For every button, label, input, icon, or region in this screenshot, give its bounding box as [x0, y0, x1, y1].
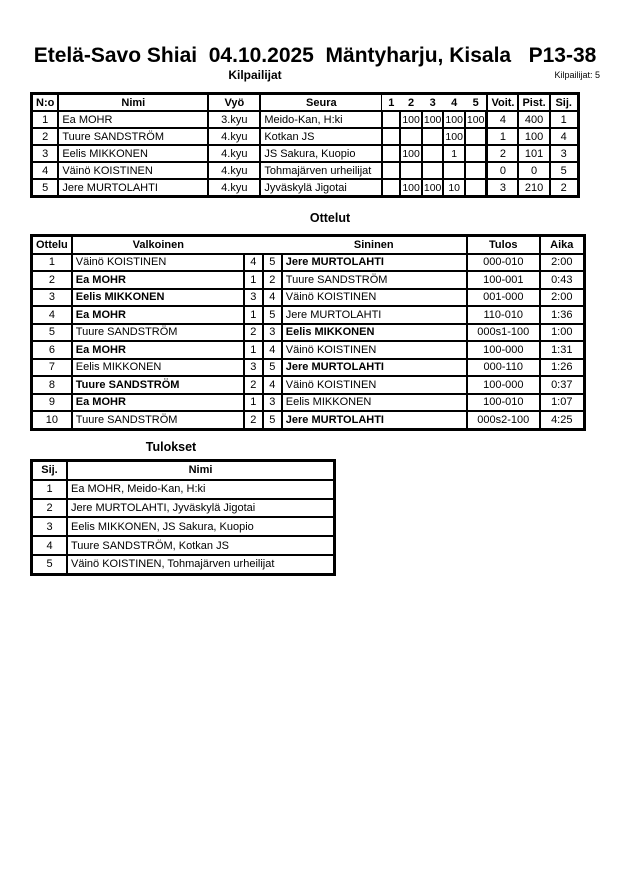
sininen-name: Väinö KOISTINEN [282, 376, 467, 394]
sininen-number: 3 [263, 394, 282, 412]
cell-nimi: Jere MURTOLAHTI, Jyväskylä Jigotai [67, 499, 334, 518]
sininen-number: 4 [263, 341, 282, 359]
sininen-name: Jere MURTOLAHTI [282, 411, 467, 429]
cell-pist: 400 [518, 111, 549, 128]
matrix-cell [382, 162, 400, 179]
cell-no: 3 [32, 145, 58, 162]
cell-tulos: 000-010 [467, 254, 540, 272]
cell-no: 5 [32, 179, 58, 196]
col-header-2: 2 [400, 94, 422, 111]
cell-aika: 1:26 [540, 359, 584, 377]
competitor-row [32, 128, 578, 145]
cell-sij: 3 [32, 517, 67, 536]
match-row [32, 289, 584, 307]
matrix-cell [382, 111, 400, 128]
col-header-pist: Pist. [518, 94, 549, 111]
valkoinen-name: Eelis MIKKONEN [72, 359, 244, 377]
valkoinen-name: Tuure SANDSTRÖM [72, 376, 244, 394]
valkoinen-name: Ea MOHR [72, 341, 244, 359]
col-header-sininen: Sininen [282, 236, 467, 254]
cell-match-no: 10 [32, 411, 72, 429]
matrix-cell [382, 128, 400, 145]
cell-match-no: 9 [32, 394, 72, 412]
cell-nimi: Tuure SANDSTRÖM, Kotkan JS [67, 536, 334, 555]
cell-sij: 4 [32, 536, 67, 555]
matrix-cell: 100 [465, 111, 487, 128]
sininen-name: Väinö KOISTINEN [282, 289, 467, 307]
cell-vyo: 4.kyu [208, 179, 260, 196]
match-row [32, 254, 584, 272]
valkoinen-number: 2 [244, 376, 263, 394]
matrix-cell: 100 [443, 111, 465, 128]
valkoinen-number: 3 [244, 289, 263, 307]
sininen-name: Väinö KOISTINEN [282, 341, 467, 359]
matrix-cell [443, 162, 465, 179]
cell-nimi: Eelis MIKKONEN [58, 145, 208, 162]
col-header-aika: Aika [540, 236, 584, 254]
col-header-nimi: Nimi [58, 94, 208, 111]
cell-match-no: 3 [32, 289, 72, 307]
cell-pist: 210 [518, 179, 549, 196]
result-row [32, 480, 334, 499]
cell-sij: 3 [550, 145, 578, 162]
col-header-seura: Seura [260, 94, 382, 111]
competitor-row [32, 162, 578, 179]
sininen-name: Eelis MIKKONEN [282, 324, 467, 342]
col-header-empty [244, 236, 263, 254]
cell-seura: Jyväskylä Jigotai [260, 179, 382, 196]
match-row [32, 271, 584, 289]
cell-no: 2 [32, 128, 58, 145]
col-header-sij: Sij. [550, 94, 578, 111]
kilpailijat-header-row [32, 94, 578, 111]
cell-tulos: 000-110 [467, 359, 540, 377]
cell-match-no: 8 [32, 376, 72, 394]
cell-aika: 1:31 [540, 341, 584, 359]
cell-aika: 1:00 [540, 324, 584, 342]
col-header-voit: Voit. [486, 94, 518, 111]
matrix-cell [400, 162, 422, 179]
valkoinen-name: Ea MOHR [72, 394, 244, 412]
cell-vyo: 4.kyu [208, 162, 260, 179]
col-header-ottelu: Ottelu [32, 236, 72, 254]
cell-match-no: 4 [32, 306, 72, 324]
col-header-no: N:o [32, 94, 58, 111]
cell-sij: 5 [32, 555, 67, 574]
valkoinen-name: Eelis MIKKONEN [72, 289, 244, 307]
cell-seura: JS Sakura, Kuopio [260, 145, 382, 162]
cell-voit: 2 [486, 145, 518, 162]
cell-match-no: 2 [32, 271, 72, 289]
matrix-cell: 100 [443, 128, 465, 145]
match-row [32, 306, 584, 324]
matrix-cell [422, 145, 444, 162]
matrix-cell [382, 179, 400, 196]
cell-no: 1 [32, 111, 58, 128]
col-header-nimi: Nimi [67, 461, 334, 480]
tulokset-table [30, 459, 336, 576]
cell-aika: 2:00 [540, 254, 584, 272]
matrix-cell [465, 162, 487, 179]
cell-nimi: Väinö KOISTINEN [58, 162, 208, 179]
matrix-cell [465, 179, 487, 196]
cell-sij: 5 [550, 162, 578, 179]
cell-match-no: 5 [32, 324, 72, 342]
sininen-name: Jere MURTOLAHTI [282, 254, 467, 272]
match-row [32, 359, 584, 377]
cell-nimi: Jere MURTOLAHTI [58, 179, 208, 196]
cell-tulos: 000s1-100 [467, 324, 540, 342]
matrix-cell: 100 [422, 111, 444, 128]
cell-nimi: Tuure SANDSTRÖM [58, 128, 208, 145]
sininen-name: Jere MURTOLAHTI [282, 359, 467, 377]
sininen-name: Jere MURTOLAHTI [282, 306, 467, 324]
valkoinen-number: 1 [244, 271, 263, 289]
match-row [32, 341, 584, 359]
col-header-3: 3 [422, 94, 444, 111]
sininen-number: 5 [263, 411, 282, 429]
col-header-vyo: Vyö [208, 94, 260, 111]
sininen-name: Eelis MIKKONEN [282, 394, 467, 412]
valkoinen-name: Väinö KOISTINEN [72, 254, 244, 272]
sininen-number: 4 [263, 376, 282, 394]
matrix-cell [422, 162, 444, 179]
col-header-5: 5 [465, 94, 487, 111]
ottelut-heading: Ottelut [309, 211, 351, 225]
valkoinen-number: 1 [244, 306, 263, 324]
sininen-number: 5 [263, 359, 282, 377]
cell-seura: Tohmajärven urheilijat [260, 162, 382, 179]
competitor-row [32, 145, 578, 162]
cell-nimi: Ea MOHR [58, 111, 208, 128]
match-row [32, 394, 584, 412]
valkoinen-name: Ea MOHR [72, 306, 244, 324]
competitor-row [32, 179, 578, 196]
sininen-number: 4 [263, 289, 282, 307]
cell-pist: 0 [518, 162, 549, 179]
cell-aika: 4:25 [540, 411, 584, 429]
cell-sij: 1 [550, 111, 578, 128]
result-row [32, 517, 334, 536]
valkoinen-name: Tuure SANDSTRÖM [72, 324, 244, 342]
cell-sij: 4 [550, 128, 578, 145]
matrix-cell [400, 128, 422, 145]
matrix-cell: 1 [443, 145, 465, 162]
cell-seura: Meido-Kan, H:ki [260, 111, 382, 128]
match-row [32, 411, 584, 429]
matrix-cell: 10 [443, 179, 465, 196]
tulokset-header-row [32, 461, 334, 480]
cell-tulos: 000s2-100 [467, 411, 540, 429]
cell-match-no: 7 [32, 359, 72, 377]
valkoinen-number: 1 [244, 394, 263, 412]
matrix-cell: 100 [400, 111, 422, 128]
matrix-cell [422, 128, 444, 145]
valkoinen-number: 2 [244, 324, 263, 342]
result-row [32, 555, 334, 574]
col-header-valkoinen: Valkoinen [72, 236, 244, 254]
cell-vyo: 3.kyu [208, 111, 260, 128]
col-header-4: 4 [443, 94, 465, 111]
sininen-number: 5 [263, 306, 282, 324]
cell-aika: 0:43 [540, 271, 584, 289]
matrix-cell: 100 [422, 179, 444, 196]
kilpailijat-heading: Kilpailijat [228, 68, 282, 82]
ottelut-header-row [32, 236, 584, 254]
valkoinen-name: Tuure SANDSTRÖM [72, 411, 244, 429]
cell-vyo: 4.kyu [208, 128, 260, 145]
cell-voit: 4 [486, 111, 518, 128]
matrix-cell: 100 [400, 179, 422, 196]
cell-tulos: 100-001 [467, 271, 540, 289]
competitor-count-label: Kilpailijat: 5 [554, 70, 600, 80]
valkoinen-number: 3 [244, 359, 263, 377]
match-row [32, 324, 584, 342]
result-row [32, 499, 334, 518]
sininen-number: 3 [263, 324, 282, 342]
cell-aika: 1:36 [540, 306, 584, 324]
cell-vyo: 4.kyu [208, 145, 260, 162]
cell-match-no: 6 [32, 341, 72, 359]
col-header-1: 1 [382, 94, 400, 111]
cell-tulos: 100-000 [467, 341, 540, 359]
sininen-name: Tuure SANDSTRÖM [282, 271, 467, 289]
cell-nimi: Ea MOHR, Meido-Kan, H:ki [67, 480, 334, 499]
cell-sij: 2 [32, 499, 67, 518]
valkoinen-number: 4 [244, 254, 263, 272]
match-row [32, 376, 584, 394]
cell-seura: Kotkan JS [260, 128, 382, 145]
sininen-number: 2 [263, 271, 282, 289]
matrix-cell [465, 128, 487, 145]
cell-aika: 1:07 [540, 394, 584, 412]
cell-tulos: 110-010 [467, 306, 540, 324]
ottelut-table [30, 234, 586, 431]
matrix-cell: 100 [400, 145, 422, 162]
cell-sij: 2 [550, 179, 578, 196]
valkoinen-name: Ea MOHR [72, 271, 244, 289]
cell-pist: 100 [518, 128, 549, 145]
cell-nimi: Väinö KOISTINEN, Tohmajärven urheilijat [67, 555, 334, 574]
matrix-cell [465, 145, 487, 162]
competitor-row [32, 111, 578, 128]
cell-tulos: 001-000 [467, 289, 540, 307]
cell-voit: 3 [486, 179, 518, 196]
cell-tulos: 100-010 [467, 394, 540, 412]
cell-pist: 101 [518, 145, 549, 162]
matrix-cell [382, 145, 400, 162]
valkoinen-number: 2 [244, 411, 263, 429]
col-header-sij: Sij. [32, 461, 67, 480]
valkoinen-number: 1 [244, 341, 263, 359]
cell-tulos: 100-000 [467, 376, 540, 394]
result-row [32, 536, 334, 555]
cell-voit: 0 [486, 162, 518, 179]
cell-aika: 0:37 [540, 376, 584, 394]
cell-sij: 1 [32, 480, 67, 499]
cell-match-no: 1 [32, 254, 72, 272]
cell-voit: 1 [486, 128, 518, 145]
kilpailijat-table [30, 92, 580, 198]
tulokset-heading: Tulokset [145, 440, 197, 454]
cell-aika: 2:00 [540, 289, 584, 307]
cell-nimi: Eelis MIKKONEN, JS Sakura, Kuopio [67, 517, 334, 536]
page-title: Etelä-Savo Shiai 04.10.2025 Mäntyharju, Kisala P13-38 [33, 44, 597, 67]
col-header-tulos: Tulos [467, 236, 540, 254]
cell-no: 4 [32, 162, 58, 179]
col-header-empty [263, 236, 282, 254]
sininen-number: 5 [263, 254, 282, 272]
